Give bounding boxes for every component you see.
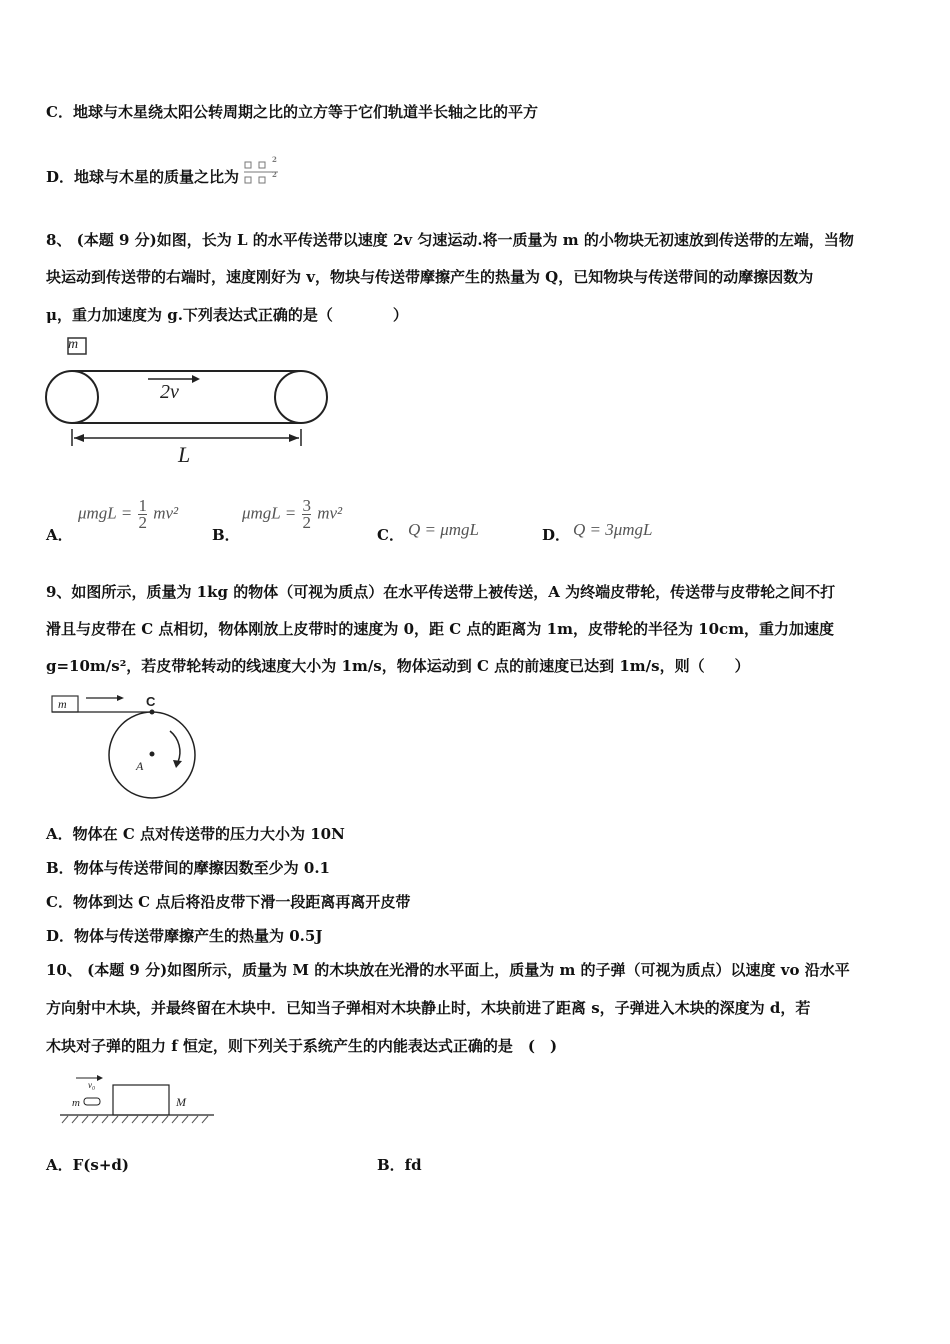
q8-conveyor-figure <box>44 334 344 464</box>
q8-option-a-label: A． <box>46 526 73 544</box>
q8-option-b-den: 2 <box>302 513 311 532</box>
q8-option-b-rhs: mv² <box>317 503 343 523</box>
q8-stem-line-1: 8、 (本题 9 分)如图，长为 L 的水平传送带以速度 2v 匀速运动.将一质量为 m 的小物块无初速放到传送带的左端，当物 <box>46 231 854 249</box>
q8-option-a-lhs: μmgL = <box>78 503 133 523</box>
svg-text:2: 2 <box>272 155 278 164</box>
q8-option-c-formula: Q = μmgL <box>408 520 480 539</box>
q8-option-b-num: 3 <box>302 496 311 515</box>
q8-option-b-formula <box>242 498 342 531</box>
q8-length-label: L <box>178 442 191 464</box>
q9-option-c: C．物体到达 C 点后将沿皮带下滑一段距离再离开皮带 <box>46 893 411 911</box>
q7-option-d <box>46 155 280 195</box>
q8-option-b-label: B． <box>212 526 240 544</box>
q10-bullet-label: m <box>72 1097 80 1109</box>
q8-mass-label: m <box>68 337 79 352</box>
q8-speed-label: 2v <box>160 381 179 403</box>
q8-option-d-formula: Q = 3μmgL <box>573 520 653 539</box>
q10-stem-line-1: 10、 (本题 9 分)如图所示，质量为 M 的木块放在光滑的水平面上，质量为 m 的子弹（可视为质点）以速度 vo 沿水平 <box>46 961 850 979</box>
q7-option-c: C．地球与木星绕太阳公转周期之比的立方等于它们轨道半长轴之比的平方 <box>46 103 538 121</box>
q8-stem-line-2: 块运动到传送带的右端时，速度刚好为 v，物块与传送带摩擦产生的热量为 Q，已知物块与传送带间的动摩擦因数为 <box>46 268 814 286</box>
q8-left-pulley <box>46 371 98 423</box>
q7-option-d-text: D．地球与木星的质量之比为 <box>46 168 240 186</box>
q9-mass-label: m <box>58 697 67 711</box>
q10-option-a: A．F(s+d) <box>46 1156 129 1174</box>
q9-option-d: D．物体与传送带摩擦产生的热量为 0.5J <box>46 927 323 945</box>
q10-velocity-label: v₀ <box>88 1080 96 1090</box>
q9-stem-line-3: g=10m/s²，若皮带轮转动的线速度大小为 1m/s，物体运动到 C 点的前速度已达到 1m/s，则（ ） <box>46 657 750 675</box>
q10-block <box>113 1085 169 1115</box>
q9-point-a-label: A <box>136 759 144 773</box>
q9-option-b: B．物体与传送带间的摩擦因数至少为 0.1 <box>46 859 330 877</box>
svg-text:2: 2 <box>272 170 278 179</box>
q10-bullet <box>84 1098 100 1105</box>
q9-stem-line-1: 9、如图所示，质量为 1kg 的物体（可视为质点）在水平传送带上被传送，A 为终端皮带轮，传送带与皮带轮之间不打 <box>46 583 836 601</box>
q9-option-a: A．物体在 C 点对传送带的压力大小为 10N <box>46 825 345 843</box>
q8-option-a-rhs: mv² <box>153 503 179 523</box>
q8-option-a-num: 1 <box>138 496 147 515</box>
q8-option-a-formula <box>78 498 178 531</box>
q8-option-d-label: D． <box>542 526 571 544</box>
q8-option-a-den: 2 <box>138 513 147 532</box>
q8-stem-line-3: μ，重力加速度为 g.下列表达式正确的是（ ） <box>46 306 408 324</box>
q9-pulley-figure <box>46 688 206 804</box>
q10-bullet-block-figure <box>58 1070 218 1134</box>
q9-stem-line-2: 滑且与皮带在 C 点相切，物体刚放上皮带时的速度为 0，距 C 点的距离为 1m，皮带轮的半径为 10cm，重力加速度 <box>46 620 835 638</box>
q8-option-b-lhs: μmgL = <box>242 503 297 523</box>
q10-block-label: M <box>176 1095 186 1109</box>
q9-rotation-arrow <box>170 731 180 762</box>
q7-option-d-formula-image <box>244 155 280 189</box>
q8-option-c-label: C． <box>377 526 404 544</box>
q10-stem-line-3: 木块对子弹的阻力 f 恒定，则下列关于系统产生的内能表达式正确的是 ( ) <box>46 1037 558 1055</box>
q10-stem-line-2: 方向射中木块，并最终留在木块中．已知当子弹相对木块静止时，木块前进了距离 s，子弹进入木块的深度为 d，若 <box>46 999 811 1017</box>
q8-right-pulley <box>275 371 327 423</box>
q9-point-c-label: C <box>146 694 156 709</box>
q10-option-b: B．fd <box>377 1156 422 1174</box>
